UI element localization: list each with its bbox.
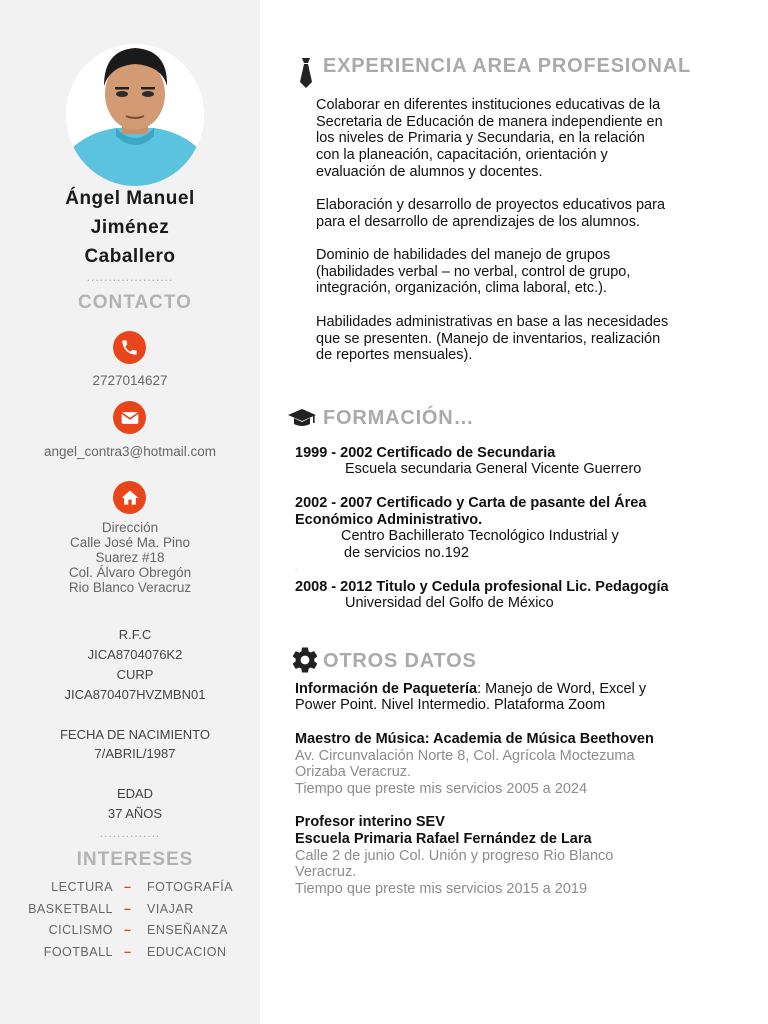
- curp-label: CURP: [116, 667, 154, 682]
- text-line: para el desarrollo de aprendizajes de los alumnos.: [316, 213, 641, 230]
- birth-label: FECHA DE NACIMIENTO: [59, 727, 210, 742]
- text-line: los niveles de Primaria y Secundaria, en la relación: [316, 130, 645, 147]
- address-line: Suarez #18: [95, 550, 165, 565]
- address-line: Rio Blanco Veracruz: [68, 580, 192, 595]
- teacher-detail: Calle 2 de junio Col. Unión y progreso Rio Blanco: [295, 848, 614, 864]
- phone-icon: [113, 331, 146, 364]
- text-line: que se presenten. (Manejo de inventarios, realización: [316, 330, 661, 347]
- interest-row: [0, 880, 260, 898]
- experience-paragraph: [316, 197, 689, 230]
- text-line: Secretaria de Educación de manera independiente en: [316, 113, 663, 130]
- education-detail: de servicios no.192: [344, 545, 469, 561]
- interests-title: INTERESES: [76, 849, 194, 870]
- interest-right: EDUCACION: [147, 945, 227, 959]
- education-detail: Escuela secundaria General Vicente Guerrero: [345, 461, 642, 477]
- interest-right: FOTOGRAFÍA: [147, 880, 234, 894]
- interest-left: FOOTBALL: [43, 945, 113, 959]
- interest-row: [0, 902, 260, 920]
- software-text: : Manejo de Word, Excel y: [477, 681, 647, 697]
- address-line: Col. Álvaro Obregón: [68, 565, 192, 580]
- address-line: Calle José Ma. Pino: [69, 535, 191, 550]
- curp-value: JICA870407HVZMBN01: [64, 687, 206, 702]
- interest-left: LECTURA: [51, 880, 113, 894]
- name-line-3: Caballero: [84, 246, 176, 267]
- software-label: Información de Paquetería: [295, 681, 478, 697]
- teacher-detail: Veracruz.: [295, 864, 357, 880]
- interest-separator: –: [124, 923, 132, 937]
- interest-separator: –: [124, 902, 132, 916]
- text-line: Elaboración y desarrollo de proyectos educativos para: [316, 197, 666, 213]
- rfc-label: R.F.C: [118, 627, 152, 642]
- contact-title: CONTACTO: [78, 292, 192, 313]
- music-heading: Maestro de Música: Academia de Música Beethoven: [295, 731, 654, 747]
- separator-dots: ....................: [86, 270, 174, 284]
- experience-paragraph: [316, 97, 689, 181]
- teacher-heading: Profesor interino SEV: [295, 814, 445, 830]
- software-line-1: [295, 681, 646, 697]
- education-title: FORMACIÓN…: [323, 407, 475, 429]
- interest-separator: –: [124, 880, 132, 894]
- home-icon: [113, 481, 146, 514]
- education-heading: Económico Administrativo.: [295, 512, 483, 528]
- stray-dot: .: [295, 563, 298, 572]
- birth-value: 7/ABRIL/1987: [94, 746, 176, 761]
- avatar: [66, 44, 204, 186]
- education-detail: Universidad del Golfo de México: [345, 595, 554, 611]
- text-line: evaluación de alumnos y docentes.: [316, 163, 543, 180]
- envelope-icon: [113, 401, 146, 434]
- teacher-detail: Tiempo que preste mis servicios 2015 a 2019: [295, 881, 588, 897]
- interest-separator: –: [124, 945, 132, 959]
- email-address: angel_contra3@hotmail.com: [43, 444, 217, 459]
- text-line: de reportes mensuales).: [316, 347, 473, 364]
- text-line: Colaborar en diferentes instituciones educativas de la: [316, 97, 661, 113]
- interest-left: BASKETBALL: [28, 902, 113, 916]
- interest-row: [0, 923, 260, 941]
- education-heading: 2008 - 2012 Titulo y Cedula profesional Lic. Pedagogía: [295, 579, 669, 595]
- rfc-value: JICA8704076K2: [87, 647, 183, 662]
- interest-left: CICLISMO: [48, 923, 113, 937]
- text-line: integración, organización, clima laboral, etc.).: [316, 280, 607, 297]
- interest-right: VIAJAR: [147, 902, 194, 916]
- sidebar: [0, 0, 260, 1024]
- education-heading: 2002 - 2007 Certificado y Carta de pasante del Área: [295, 495, 647, 511]
- other-title: OTROS DATOS: [323, 650, 477, 672]
- music-detail: Tiempo que preste mis servicios 2005 a 2024: [295, 781, 588, 797]
- text-line: (habilidades verbal – no verbal, control de grupo,: [316, 263, 631, 280]
- software-line-2: Power Point. Nivel Intermedio. Plataforma Zoom: [295, 697, 606, 713]
- name-line-1: Ángel Manuel: [65, 188, 195, 209]
- experience-paragraph: [316, 247, 689, 297]
- text-line: con la planeación, capacitación, orientación y: [316, 147, 608, 164]
- text-line: Habilidades administrativas en base a las necesidades: [316, 314, 669, 330]
- education-detail: Centro Bachillerato Tecnológico Industrial y: [341, 528, 619, 544]
- music-detail: Orizaba Veracruz.: [295, 764, 412, 780]
- experience-title: EXPERIENCIA AREA PROFESIONAL: [323, 55, 691, 77]
- interest-right: ENSEÑANZA: [147, 923, 228, 937]
- name-line-2: Jiménez: [90, 217, 170, 238]
- education-heading: 1999 - 2002 Certificado de Secundaria: [295, 445, 556, 461]
- graduation-cap-icon: [287, 408, 317, 433]
- address-label: Dirección: [101, 520, 159, 535]
- experience-paragraph: [316, 314, 689, 364]
- phone-number: 2727014627: [92, 373, 168, 388]
- age-value: 37 AÑOS: [107, 806, 163, 821]
- teacher-school: Escuela Primaria Rafael Fernández de Lara: [295, 831, 592, 847]
- separator-dots: ..............: [99, 826, 161, 840]
- music-detail: Av. Circunvalación Norte 8, Col. Agrícola Moctezuma: [295, 748, 635, 764]
- age-label: EDAD: [116, 786, 154, 801]
- gear-icon: [290, 645, 320, 680]
- text-line: Dominio de habilidades del manejo de grupos: [316, 247, 611, 263]
- interest-row: [0, 945, 260, 963]
- necktie-icon: [298, 58, 314, 93]
